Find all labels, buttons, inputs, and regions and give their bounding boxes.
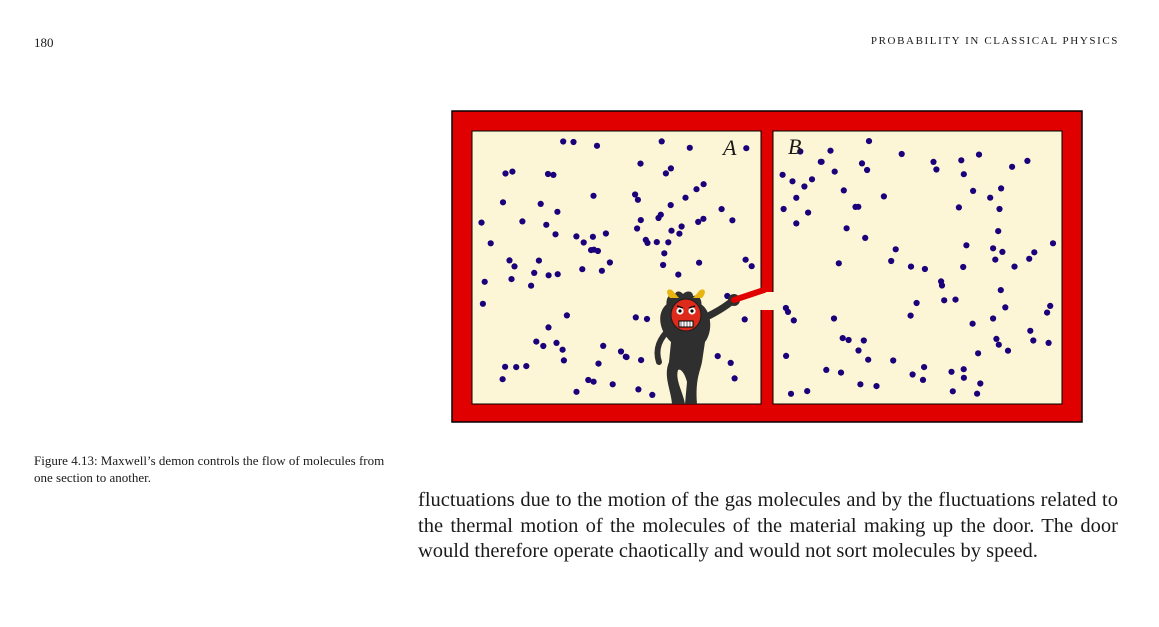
- molecule-dot: [855, 347, 861, 353]
- molecule-dot: [528, 283, 534, 289]
- molecule-dot: [785, 309, 791, 315]
- molecule-dot: [543, 222, 549, 228]
- molecule-dot: [996, 206, 1002, 212]
- molecule-dot: [809, 176, 815, 182]
- molecule-dot: [715, 353, 721, 359]
- molecule-dot: [899, 151, 905, 157]
- molecule-dot: [749, 263, 755, 269]
- maxwell-demon-figure: [451, 110, 1084, 424]
- molecule-dot: [857, 381, 863, 387]
- molecule-dot: [893, 246, 899, 252]
- molecule-dot: [538, 201, 544, 207]
- molecule-dot: [998, 287, 1004, 293]
- molecule-dot: [841, 187, 847, 193]
- molecule-dot: [961, 366, 967, 372]
- molecule-dot: [805, 210, 811, 216]
- molecule-dot: [788, 391, 794, 397]
- molecule-dot: [818, 159, 824, 165]
- molecule-dot: [546, 272, 552, 278]
- molecule-dot: [836, 260, 842, 266]
- molecule-dot: [987, 195, 993, 201]
- molecule-dot: [970, 188, 976, 194]
- molecule-dot: [550, 172, 556, 178]
- molecule-dot: [663, 170, 669, 176]
- molecule-dot: [676, 231, 682, 237]
- molecule-dot: [482, 279, 488, 285]
- molecule-dot: [570, 139, 576, 145]
- molecule-dot: [823, 367, 829, 373]
- molecule-dot: [990, 315, 996, 321]
- molecule-dot: [921, 364, 927, 370]
- next-paragraph-line: [418, 614, 1118, 627]
- molecule-dot: [948, 369, 954, 375]
- molecule-dot: [832, 169, 838, 175]
- molecule-dot: [999, 249, 1005, 255]
- molecule-dot: [553, 340, 559, 346]
- molecule-dot: [523, 363, 529, 369]
- molecule-dot: [859, 160, 865, 166]
- molecule-dot: [1044, 310, 1050, 316]
- molecule-dot: [573, 389, 579, 395]
- molecule-dot: [603, 230, 609, 236]
- molecule-dot: [502, 170, 508, 176]
- molecule-dot: [554, 209, 560, 215]
- molecule-dot: [990, 245, 996, 251]
- molecule-dot: [838, 370, 844, 376]
- molecule-dot: [560, 138, 566, 144]
- molecule-dot: [977, 380, 983, 386]
- molecule-dot: [610, 381, 616, 387]
- molecule-dot: [996, 342, 1002, 348]
- molecule-dot: [637, 161, 643, 167]
- molecule-dot: [632, 191, 638, 197]
- molecule-dot: [480, 301, 486, 307]
- molecule-dot: [500, 376, 506, 382]
- molecule-dot: [687, 145, 693, 151]
- molecule-dot: [793, 195, 799, 201]
- molecule-dot: [634, 225, 640, 231]
- molecule-dot: [600, 343, 606, 349]
- molecule-dot: [998, 185, 1004, 191]
- molecule-dot: [661, 250, 667, 256]
- molecule-dot: [679, 223, 685, 229]
- molecule-dot: [564, 312, 570, 318]
- molecule-dot: [881, 193, 887, 199]
- molecule-dot: [693, 186, 699, 192]
- molecule-dot: [531, 270, 537, 276]
- molecule-dot: [993, 336, 999, 342]
- molecule-dot: [665, 239, 671, 245]
- molecule-dot: [1030, 337, 1036, 343]
- molecule-dot: [963, 242, 969, 248]
- molecule-dot: [696, 260, 702, 266]
- molecule-dot: [513, 364, 519, 370]
- molecule-dot: [960, 264, 966, 270]
- molecule-dot: [585, 377, 591, 383]
- molecule-dot: [781, 206, 787, 212]
- molecule-dot: [873, 383, 879, 389]
- molecule-dot: [844, 225, 850, 231]
- molecule-dot: [644, 316, 650, 322]
- molecule-dot: [956, 204, 962, 210]
- molecule-dot: [555, 271, 561, 277]
- molecule-dot: [659, 138, 665, 144]
- molecule-dot: [861, 337, 867, 343]
- molecule-dot: [862, 235, 868, 241]
- molecule-dot: [595, 248, 601, 254]
- molecule-dot: [846, 337, 852, 343]
- molecule-dot: [801, 183, 807, 189]
- molecule-dot: [668, 202, 674, 208]
- molecule-dot: [701, 181, 707, 187]
- molecule-dot: [533, 339, 539, 345]
- molecule-dot: [864, 167, 870, 173]
- molecule-dot: [939, 282, 945, 288]
- molecule-dot: [649, 392, 655, 398]
- molecule-dot: [561, 357, 567, 363]
- molecule-dot: [976, 152, 982, 158]
- molecule-dot: [908, 264, 914, 270]
- molecule-dot: [1005, 348, 1011, 354]
- molecule-dot: [502, 364, 508, 370]
- molecule-dot: [742, 316, 748, 322]
- molecule-dot: [995, 228, 1001, 234]
- running-head: PROBABILITY IN CLASSICAL PHYSICS: [870, 35, 1119, 47]
- molecule-dot: [506, 257, 512, 263]
- molecule-dot: [729, 217, 735, 223]
- door-opening: [760, 292, 774, 310]
- molecule-dot: [1009, 164, 1015, 170]
- molecule-dot: [920, 377, 926, 383]
- molecule-dot: [560, 347, 566, 353]
- figure-caption: Figure 4.13: Maxwell’s demon controls the flow of molecules from one section to another.: [34, 453, 385, 485]
- molecule-dot: [638, 357, 644, 363]
- molecule-dot: [573, 233, 579, 239]
- molecule-dot: [866, 138, 872, 144]
- molecule-dot: [732, 375, 738, 381]
- molecule-dot: [581, 239, 587, 245]
- molecule-dot: [930, 159, 936, 165]
- molecule-dot: [635, 386, 641, 392]
- molecule-dot: [865, 357, 871, 363]
- molecule-dot: [922, 266, 928, 272]
- molecule-dot: [1002, 304, 1008, 310]
- molecule-dot: [536, 258, 542, 264]
- molecule-dot: [950, 388, 956, 394]
- molecule-dot: [668, 228, 674, 234]
- label-b: B: [788, 134, 802, 159]
- molecule-dot: [840, 335, 846, 341]
- molecule-dot: [780, 172, 786, 178]
- molecule-dot: [1024, 158, 1030, 164]
- molecule-dot: [675, 272, 681, 278]
- molecule-dot: [783, 353, 789, 359]
- molecule-dot: [594, 143, 600, 149]
- molecule-dot: [695, 219, 701, 225]
- molecule-dot: [1047, 303, 1053, 309]
- body-paragraph: fluctuations due to the motion of the gas molecules and by the fluctuations related to the thermal motion of the molecules of the material making up the door. The door would therefore operate chaotically and would not sort molecules by speed.: [418, 489, 1118, 562]
- molecule-dot: [545, 171, 551, 177]
- molecule-dot: [961, 375, 967, 381]
- molecule-dot: [1026, 256, 1032, 262]
- molecule-dot: [827, 148, 833, 154]
- molecule-dot: [961, 171, 967, 177]
- molecule-dot: [941, 297, 947, 303]
- molecule-dot: [992, 257, 998, 263]
- molecule-dot: [890, 357, 896, 363]
- molecule-dot: [974, 391, 980, 397]
- molecule-dot: [660, 262, 666, 268]
- label-a: A: [723, 135, 737, 160]
- molecule-dot: [633, 314, 639, 320]
- molecule-dot: [914, 300, 920, 306]
- molecule-dot: [607, 259, 613, 265]
- molecule-dot: [599, 268, 605, 274]
- molecule-dot: [1011, 264, 1017, 270]
- molecule-dot: [975, 350, 981, 356]
- molecule-dot: [970, 321, 976, 327]
- molecule-dot: [658, 212, 664, 218]
- molecule-dot: [644, 240, 650, 246]
- molecule-dot: [590, 193, 596, 199]
- molecule-dot: [793, 220, 799, 226]
- molecule-dot: [552, 231, 558, 237]
- molecule-dot: [1031, 249, 1037, 255]
- molecule-dot: [743, 257, 749, 263]
- molecule-dot: [545, 324, 551, 330]
- molecule-dot: [728, 360, 734, 366]
- molecule-dot: [588, 247, 594, 253]
- molecule-dot: [635, 197, 641, 203]
- molecule-dot: [719, 206, 725, 212]
- molecule-dot: [618, 348, 624, 354]
- chamber-b: [773, 131, 1062, 404]
- molecule-dot: [804, 388, 810, 394]
- molecule-dot: [579, 266, 585, 272]
- molecule-dot: [509, 169, 515, 175]
- molecule-dot: [508, 276, 514, 282]
- molecule-dot: [540, 343, 546, 349]
- molecule-dot: [852, 204, 858, 210]
- molecule-dot: [623, 354, 629, 360]
- molecule-dot: [638, 217, 644, 223]
- molecule-dot: [952, 297, 958, 303]
- molecule-dot: [478, 220, 484, 226]
- molecule-dot: [488, 240, 494, 246]
- molecule-dot: [519, 218, 525, 224]
- molecule-dot: [654, 239, 660, 245]
- molecule-dot: [1027, 328, 1033, 334]
- molecule-dot: [590, 234, 596, 240]
- molecule-dot: [511, 263, 517, 269]
- molecule-dot: [789, 178, 795, 184]
- molecule-dot: [933, 166, 939, 172]
- molecule-dot: [700, 216, 706, 222]
- molecule-dot: [958, 157, 964, 163]
- molecule-dot: [595, 361, 601, 367]
- page-number: 180: [34, 35, 54, 50]
- molecule-dot: [1046, 340, 1052, 346]
- molecule-dot: [591, 379, 597, 385]
- molecule-dot: [1050, 240, 1056, 246]
- molecule-dot: [743, 145, 749, 151]
- molecule-dot: [888, 258, 894, 264]
- next-paragraph-partial: [418, 614, 1118, 627]
- molecule-dot: [682, 195, 688, 201]
- molecule-dot: [910, 371, 916, 377]
- molecule-dot: [668, 165, 674, 171]
- molecule-dot: [831, 315, 837, 321]
- molecule-dot: [908, 313, 914, 319]
- molecule-dot: [500, 199, 506, 205]
- molecule-dot: [791, 317, 797, 323]
